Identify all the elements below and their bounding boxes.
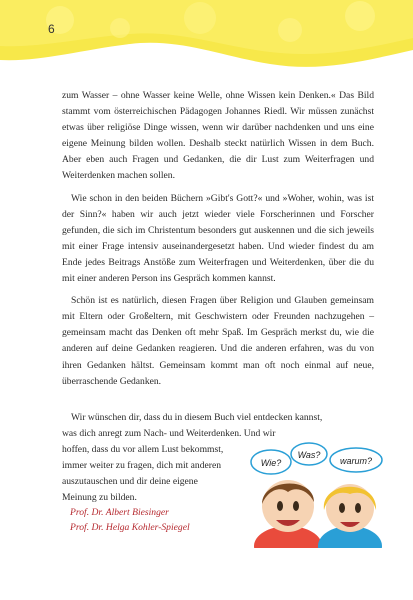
closing-line: Meinung zu bilden.: [62, 492, 137, 504]
decorative-wave-band: [0, 0, 413, 80]
signatures: [70, 505, 190, 535]
paragraph-3: Schön ist es natürlich, diesen Fragen über Religion und Glauben gemeinsam mit Eltern oder Großeltern, mit Geschwistern oder Freunden nachzugehen – gemeinsam macht das Denken oft mehr Spaß. Im Gespräch merkst du, wie die anderen auf deine Gedanken reagieren. Und die anderen erfahren, was du von ihren Gedanken hältst. Gemeinsam kommt man oft noch einmal auf neue, überraschende Gedanken.: [62, 295, 374, 387]
body-text: [62, 88, 374, 390]
closing-line: Wir wünschen dir, dass du in diesem Buch viel entdecken kannst,: [71, 412, 323, 423]
closing-line: immer weiter zu fragen, dich mit anderen: [62, 460, 222, 472]
page-number: 6: [48, 22, 55, 36]
speech-bubble-text: warum?: [339, 456, 373, 466]
speech-bubble-text: Wie?: [260, 458, 282, 468]
closing-line: auszutauschen und dir deine eigene: [62, 476, 198, 488]
speech-bubble-2: [291, 443, 327, 465]
child-right-icon: [318, 484, 382, 548]
child-left-icon: [254, 480, 322, 548]
paragraph-1: zum Wasser – ohne Wasser keine Welle, ohne Wissen kein Denken.« Das Bild stammt vom österreichischen Pädagogen Johannes Riedl. Wir müssen zunächst etwas über religiöse Dinge wissen, wenn wir darüber nachdenken und uns eine eigene Meinung bilden wollen. Deshalb steckt natürlich Wissen in dem Buch. Aber eben auch Fragen und Gedanken, die dir Lust zum Weiterfragen und Weiterdenken machen sollen.: [62, 90, 374, 182]
speech-bubble-text: Was?: [297, 450, 321, 460]
children-illustration: [246, 440, 386, 548]
speech-bubble-1: [251, 450, 291, 474]
closing-line: was dich anregt zum Nach- und Weiterdenken. Und wir: [62, 428, 276, 440]
signature-author-2: Prof. Dr. Helga Kohler-Spiegel: [70, 522, 190, 533]
paragraph-2: Wie schon in den beiden Büchern »Gibt's Gott?« und »Woher, wohin, was ist der Sinn?« haben wir auch jetzt wieder viele Forscherinnen und Forscher gefunden, die sich im Christentum besonders gut auskennen und die sich jeweils mit einer Frage intensiv auseinandergesetzt haben. Und wieder findest du am Ende jedes Beitrags Anstöße zum Weiterfragen und Weiterdenken, über die du mit einer anderen Person ins Gespräch kommen kannst.: [62, 192, 374, 285]
speech-bubble-3: [330, 448, 382, 472]
signature-author-1: Prof. Dr. Albert Biesinger: [70, 507, 169, 518]
closing-line: hoffen, dass du vor allem Lust bekommst,: [62, 444, 224, 456]
